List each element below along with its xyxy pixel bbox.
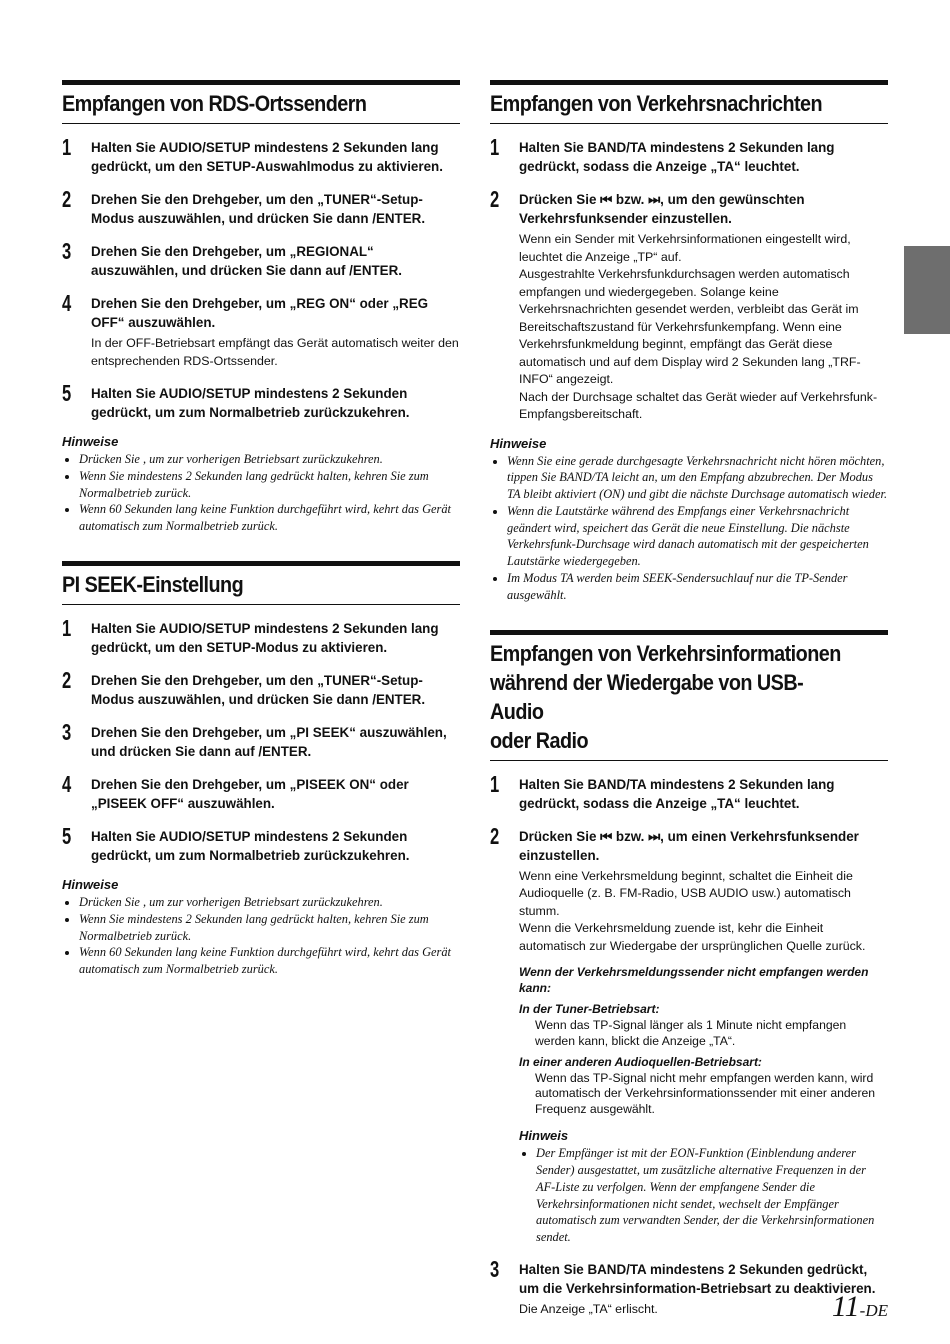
step (62, 822, 460, 865)
notes-title: Hinweise (490, 435, 547, 451)
note-item: • Wenn Sie mindestens 2 Sekunden lang gedrückt halten, kehren Sie zum Normalbetrieb zurück. (79, 911, 460, 945)
step (490, 822, 888, 1246)
note-item: • Drücken Sie , um zur vorherigen Betriebsart zurückzukehren. (79, 451, 460, 468)
note-item: • Wenn Sie eine gerade durchgesagte Verkehrsnachricht nicht hören möchten, tippen Sie BAND/TA leicht an, um den Empfang abzubrechen. Der Modus TA bleibt aktiviert (ON) und gibt die nächste Durchsage automatisch wieder. (507, 453, 888, 503)
step (62, 614, 460, 657)
notes-title: Hinweise (62, 876, 119, 892)
note-item: • Der Empfänger ist mit der EON-Funktion (Einblendung anderer Sender) ausgestattet, um zusätzliche alternative Frequenzen in der AF-Liste zu verfolgen. Wenn der empfangene Sender die Verkehrsinformationen nicht sendet, wechselt der Empfänger automatisch zum verwandten Sender, der die Verkehrsinformationen sendet. (536, 1145, 888, 1246)
step-number: 2 (490, 822, 500, 849)
step-number: 4 (62, 770, 72, 797)
step-text: Drehen Sie den Drehgeber, um den „TUNER“-Setup-Modus auszuwählen, und drücken Sie dann /ENTER. (91, 672, 426, 707)
step-number: 2 (62, 186, 72, 212)
page-number-suffix: -DE (859, 1301, 888, 1320)
step-detail: Wenn eine Verkehrsmeldung beginnt, schaltet die Einheit die Audioquelle (z. B. FM-Radio, USB AUDIO usw.) automatisch stumm. Wenn die Verkehrsmeldung zuende ist, kehr die Einheit automatisch zur Wiedergabe der ursprünglichen Quelle zurück. (519, 868, 866, 953)
right-column (490, 80, 888, 1344)
notes-block (62, 877, 460, 978)
step-number: 3 (62, 718, 72, 745)
language-tab-marker (904, 246, 950, 334)
step-text: Halten Sie BAND/TA mindestens 2 Sekunden lang gedrückt, sodass die Anzeige „TA“ leuchtet. (519, 776, 835, 811)
page-number (832, 1290, 888, 1324)
sub-label-tuner: In der Tuner-Betriebsart: (519, 1002, 660, 1017)
notes-block (490, 436, 888, 604)
step-number: 3 (62, 238, 72, 264)
step-list (62, 614, 460, 865)
step (62, 666, 460, 709)
step-text: Drehen Sie den Drehgeber, um den „TUNER“-Setup-Modus auszuwählen, und drücken Sie dann /ENTER. (91, 192, 426, 226)
page-number-value: 11 (831, 1290, 860, 1323)
left-column (62, 80, 460, 1004)
sub-text-tuner: Wenn das TP-Signal länger als 1 Minute nicht empfangen werden kann, blickt die Anzeige „TA“. (535, 1017, 847, 1048)
sub-heading: Wenn der Verkehrsmeldungssender nicht empfangen werden kann: (519, 965, 869, 995)
note-item: • Wenn die Lautstärke während des Empfangs einer Verkehrsnachricht geändert wird, speichert das Gerät die neue Einstellung. Die nächste Verkehrsfunk-Durchsage wird danach automatisch mit der gespeicherten Lautstärke wiedergegeben. (507, 503, 888, 570)
step (490, 1255, 888, 1319)
step-text: Halten Sie BAND/TA mindestens 2 Sekunden lang gedrückt, sodass die Anzeige „TA“ leuchtet. (519, 140, 835, 174)
sub-label-other: In einer anderen Audioquellen-Betriebsart: (519, 1055, 762, 1070)
notes-block (62, 434, 460, 535)
step-text: Drücken Sie ⏮ bzw. ⏭, um den gewünschten Verkehrsfunksender einzustellen. (519, 192, 805, 226)
step (62, 718, 460, 761)
step-number: 5 (62, 822, 72, 849)
step (62, 186, 460, 228)
step-number: 4 (62, 290, 72, 316)
step (62, 290, 460, 370)
section-pi-seek (62, 561, 460, 978)
step-text: Halten Sie AUDIO/SETUP mindestens 2 Sekunden lang gedrückt, um den SETUP-Modus zu aktivieren. (91, 620, 439, 655)
step-list (490, 134, 888, 424)
note-item: • Drücken Sie , um zur vorherigen Betriebsart zurückzukehren. (79, 894, 460, 911)
notes-title: Hinweis (519, 1127, 569, 1143)
section-traffic-info-playback (490, 630, 888, 1319)
step-number: 5 (62, 380, 72, 406)
step-number: 1 (490, 770, 500, 797)
step-number: 3 (490, 1255, 500, 1282)
step-detail: Die Anzeige „TA“ erlischt. (519, 1301, 658, 1316)
section-title: PI SEEK-Einstellung (62, 571, 244, 597)
step-text: Halten Sie AUDIO/SETUP mindestens 2 Sekunden lang gedrückt, um den SETUP-Auswahlmodus zu aktivieren. (91, 140, 443, 174)
section-header (62, 80, 460, 124)
step-text: Halten Sie AUDIO/SETUP mindestens 2 Sekunden gedrückt, um zum Normalbetrieb zurückzukehren. (91, 386, 410, 420)
step-text: Drehen Sie den Drehgeber, um „REG ON“ oder „REG OFF“ auszuwählen. (91, 296, 429, 330)
step-text: Drehen Sie den Drehgeber, um „REGIONAL“ auszuwählen, und drücken Sie dann auf /ENTER. (91, 244, 403, 278)
step-list (490, 770, 888, 1319)
step (62, 134, 460, 176)
note-item: • Im Modus TA werden beim SEEK-Sendersuchlauf nur die TP-Sender ausgewählt. (507, 570, 888, 604)
notes-list (519, 1145, 888, 1246)
step-detail: In der OFF-Betriebsart empfängt das Gerät automatisch weiter den entsprechenden RDS-Ortssender. (91, 336, 459, 368)
step-number: 2 (490, 186, 500, 212)
notes-block (519, 1128, 888, 1246)
step-text: Drücken Sie ⏮ bzw. ⏭, um einen Verkehrsfunksender einzustellen. (519, 828, 859, 863)
step (62, 770, 460, 813)
note-item: • Wenn 60 Sekunden lang keine Funktion durchgeführt wird, kehrt das Gerät automatisch zum Normalbetrieb zurück. (79, 501, 460, 535)
section-traffic-news (490, 80, 888, 604)
step (490, 770, 888, 813)
step (490, 134, 888, 176)
step-list (62, 134, 460, 422)
step (490, 186, 888, 424)
sub-text-other: Wenn das TP-Signal nicht mehr empfangen werden kann, wird automatisch der Verkehrsinformationssender mit einer anderen Frequenz ausgewählt. (535, 1070, 876, 1116)
notes-list (62, 451, 460, 535)
step-text: Halten Sie BAND/TA mindestens 2 Sekunden gedrückt, um die Verkehrsinformation-Betriebsart zu deaktivieren. (519, 1261, 876, 1296)
section-title: Empfangen von Verkehrsinformationen während der Wiedergabe von USB-Audio oder Radio (490, 640, 841, 753)
section-rds-local (62, 80, 460, 535)
section-title: Empfangen von RDS-Ortssendern (62, 91, 367, 116)
note-item: • Wenn Sie mindestens 2 Sekunden lang gedrückt halten, kehren Sie zum Normalbetrieb zurück. (79, 468, 460, 502)
step-number: 1 (490, 134, 500, 160)
step-text: Drehen Sie den Drehgeber, um „PISEEK ON“ oder „PISEEK OFF“ auszuwählen. (91, 776, 409, 811)
step-detail: Wenn ein Sender mit Verkehrsinformationen eingestellt wird, leuchtet die Anzeige „TP“ auf. Ausgestrahlte Verkehrsfunkdurchsagen werden automatisch empfangen und wiedergegeben. Solange keine Verkehrsnachrichten gesendet werden, verbleibt das Gerät im Bereitschaftszustand für Verkehrsfunkempfang. Wenn eine Verkehrsfunkmeldung beginnt, empfängt das Gerät diese automatisch und auf dem Display wird 2 Sekunden lang „TRF-INFO“ angezeigt. Nach der Durchsage schaltet das Gerät wieder auf Verkehrsfunk-Empfangsbereitschaft. (519, 232, 878, 421)
notes-title: Hinweise (62, 434, 119, 449)
notes-list (62, 894, 460, 978)
step (62, 380, 460, 422)
notes-list (490, 453, 888, 604)
note-item: • Wenn 60 Sekunden lang keine Funktion durchgeführt wird, kehrt das Gerät automatisch zum Normalbetrieb zurück. (79, 944, 460, 978)
section-header (490, 630, 888, 761)
step (62, 238, 460, 280)
step-text: Halten Sie AUDIO/SETUP mindestens 2 Sekunden gedrückt, um zum Normalbetrieb zurückzukehren. (91, 828, 410, 863)
step-number: 1 (62, 614, 72, 641)
section-title: Empfangen von Verkehrsnachrichten (490, 91, 823, 116)
step-number: 2 (62, 666, 72, 693)
step-text: Drehen Sie den Drehgeber, um „PI SEEK“ auszuwählen, und drücken Sie dann auf /ENTER. (91, 724, 447, 759)
section-header (62, 561, 460, 605)
section-header (490, 80, 888, 124)
step-number: 1 (62, 134, 72, 160)
reception-failure-block (519, 965, 888, 1246)
